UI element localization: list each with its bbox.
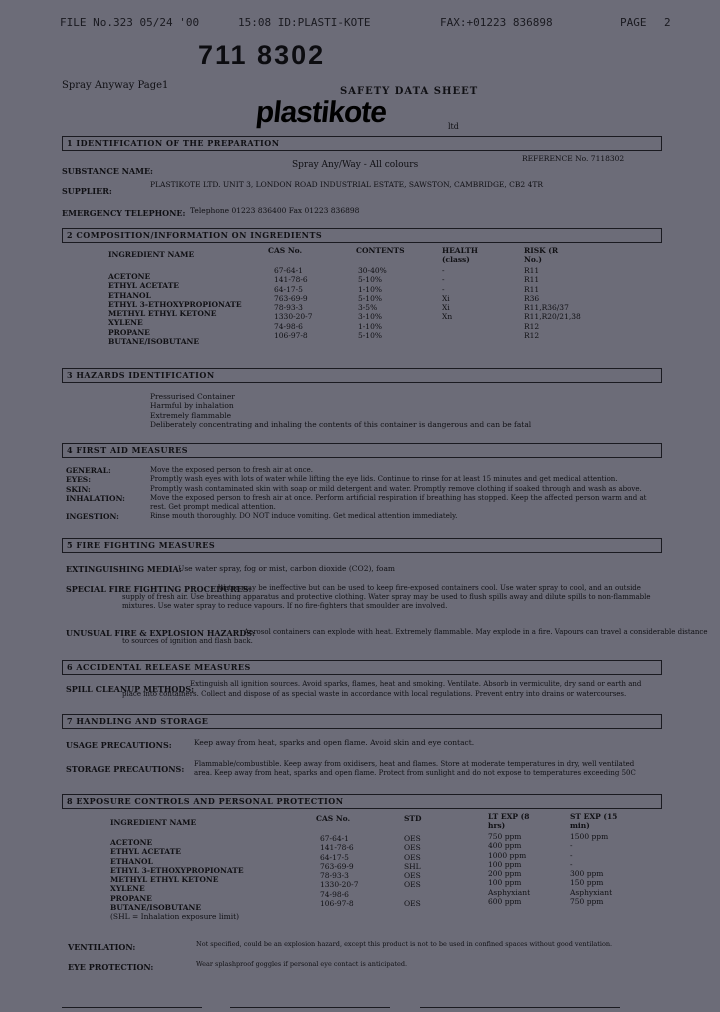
section-2-header: 2 COMPOSITION/INFORMATION ON INGREDIENTS [62,228,662,243]
table-cell: Xi [442,303,450,313]
first-aid-text: Move the exposed person to fresh air at once. [150,466,313,474]
spill-cleanup-text [190,680,641,689]
text-line: Aerosol containers can explode with heat. Extremely flammable. May explode in a fire. Vapours can travel a considerable distance [244,628,708,636]
first-aid-text: Promptly wash contaminated skin with soap or mild detergent and water. Promptly remove clothing if soaked through and wash as above. [150,484,642,493]
table-cell: R11 [524,266,540,275]
first-aid-label: GENERAL: [66,466,111,475]
composition-contents [358,266,387,340]
table-cell [442,322,452,331]
table-cell: 1-10% [358,284,382,294]
composition-cas [274,266,312,340]
fax-file-info: FILE No.323 05/24 '00 [60,16,200,29]
special-procedures-text-cont [122,593,651,612]
eye-protection-value: Wear splashproof goggles if personal eye contact is anticipated. [196,960,408,968]
ventilation-value: Not specified, could be an explosion hazard, except this product is not to be used in confined spaces without good ventilation. [196,940,613,948]
table-row: BUTANE/ISOBUTANE [108,337,200,347]
table-row: XYLENE [110,884,145,894]
table-cell: 106-97-8 [320,899,354,909]
table-cell: Asphyxiant [488,887,531,897]
table-cell: 1000 ppm [488,850,527,860]
special-procedures-text [218,584,641,593]
table-cell: R12 [524,331,540,341]
extinguishing-media-value: Use water spray, fog or mist, carbon dioxide (CO2), foam [178,564,396,573]
section-5-header: 5 FIRE FIGHTING MEASURES [62,538,662,553]
table-cell: SHL [404,861,421,871]
table-cell: R11,R36/37 [524,303,569,313]
table-cell: 100 ppm [488,878,522,888]
table-cell: 1-10% [358,321,382,331]
exposure-st-header: ST EXP (15 min) [570,812,618,830]
table-cell: 5-10% [358,293,382,303]
table-cell: OES [404,871,421,881]
first-aid-text: Rinse mouth thoroughly. DO NOT induce vomiting. Get medical attention immediately. [150,512,458,521]
usage-precautions-value: Keep away from heat, sparks and open flame. Avoid skin and eye contact. [194,738,475,747]
table-cell: 5-10% [358,331,382,341]
table-row: ETHYL 3-ETHOXYPROPIONATE [108,299,242,309]
table-cell: 141-78-6 [320,843,354,853]
exposure-cas-header: CAS No. [316,814,351,823]
list-item: Extremely flammable [150,410,232,420]
section-3-header: 3 HAZARDS IDENTIFICATION [62,368,662,383]
table-row: ACETONE [110,838,153,847]
table-row: ETHYL 3-ETHOXYPROPIONATE [110,865,244,875]
table-row: XYLENE [108,318,143,328]
table-cell: OES [404,899,421,909]
table-row: ETHYL ACETATE [108,281,180,291]
table-cell: 750 ppm [488,832,522,841]
special-procedures-label: SPECIAL FIRE FIGHTING PROCEDURES: [66,584,252,594]
list-item: Pressurised Container [150,392,235,401]
emergency-telephone-label: EMERGENCY TELEPHONE: [62,208,186,218]
text-line: to sources of ignition and flash back. [122,637,253,645]
health-header: HEALTH (class) [442,246,478,264]
exposure-cas [320,834,358,908]
table-cell: Xn [442,312,453,322]
table-cell: 1330-20-7 [274,312,313,322]
first-aid-label: EYES: [66,475,91,485]
storage-precautions-text [194,760,636,779]
table-row: ETHANOL [108,290,151,300]
table-cell: 74-98-6 [320,889,349,899]
table-cell: 763-69-9 [274,293,308,303]
table-cell: 64-17-5 [320,852,349,862]
table-cell: 64-17-5 [274,284,303,294]
spill-cleanup-text-cont [122,690,626,699]
table-cell: - [442,284,445,294]
brand-logo: plastikote [254,96,388,129]
footer-rule-right [420,1007,620,1008]
supplier-label: SUPPLIER: [62,186,112,196]
cas-header: CAS No. [268,246,303,255]
reference-number: REFERENCE No. 7118302 [522,154,625,163]
table-cell: Asphyxiant [570,887,613,897]
usage-precautions-label: USAGE PRECAUTIONS: [66,740,172,750]
table-cell: - [570,859,573,869]
table-cell: 400 ppm [488,841,522,851]
table-row: PROPANE [108,327,150,337]
text-line: mixtures. Use water spray to reduce vapours. If no fire-fighters that smoulder are involved. [122,602,448,611]
list-item: Harmful by inhalation [150,401,234,411]
section-1-header: 1 IDENTIFICATION OF THE PREPARATION [62,136,662,151]
ingredient-name-header: INGREDIENT NAME [108,250,195,259]
table-row: BUTANE/ISOBUTANE [110,903,202,913]
substance-name-label: SUBSTANCE NAME: [62,166,154,176]
section-7-header: 7 HANDLING AND STORAGE [62,714,662,729]
fax-time-id: 15:08 ID:PLASTI-KOTE [238,16,371,29]
text-line: Extinguish all ignition sources. Avoid sparks, flames, heat and smoking. Ventilate. Absorb in vermiculite, dry sand or earth and [190,680,642,688]
table-row: PROPANE [110,893,152,903]
table-cell: R36 [524,293,540,303]
eye-protection-label: EYE PROTECTION: [68,962,154,972]
table-cell: 100 ppm [488,859,522,869]
table-cell: - [442,266,445,275]
table-cell: - [570,841,573,851]
table-cell [442,331,452,340]
supplier-value: PLASTIKOTE LTD. UNIT 3, LONDON ROAD INDUSTRIAL ESTATE, SAWSTON, CAMBRIDGE, CB2 4TR [150,180,543,189]
table-cell: OES [404,834,421,843]
exposure-std-header: STD [404,814,422,823]
table-row: ACETONE [108,272,151,281]
unusual-hazards-text [244,628,707,637]
substance-name-value: Spray Any/Way - All colours [292,160,419,170]
section-8-header: 8 EXPOSURE CONTROLS AND PERSONAL PROTECTION [62,794,662,809]
unusual-hazards-text-cont [122,637,253,646]
unusual-hazards-label: UNUSUAL FIRE & EXPLOSION HAZARDS: [66,628,255,638]
risk-header: RISK (R No.) [524,246,559,264]
table-row: METHYL ETHYL KETONE [108,309,217,319]
table-cell: R11 [524,284,540,294]
composition-names [108,272,242,346]
sds-title: SAFETY DATA SHEET [340,86,479,97]
table-row: ETHYL ACETATE [110,847,182,857]
first-aid-label [66,503,125,512]
first-aid-text: Move the exposed person to fresh air at once. Perform artificial respiration if breathing has stopped. Keep the affected person warm and at [150,493,647,502]
footer-rule-left [62,1007,202,1008]
brand-suffix: ltd [448,122,459,131]
table-row: ETHANOL [110,856,153,866]
table-cell: 3-5% [358,303,378,313]
spill-cleanup-label: SPILL CLEANUP METHODS: [66,684,195,694]
table-cell: - [570,850,573,860]
section-4-header: 4 FIRST AID MEASURES [62,443,662,458]
fax-page-label: PAGE [620,16,647,29]
table-cell: OES [404,843,421,853]
exposure-lt-header: LT EXP (8 hrs) [488,812,530,830]
table-cell: 763-69-9 [320,861,354,871]
table-cell: 106-97-8 [274,331,308,341]
table-cell: 3-10% [358,312,382,322]
table-cell: 1500 ppm [570,832,609,841]
footer-rule-center [230,1007,390,1008]
first-aid-label: INHALATION: [66,493,125,503]
ventilation-label: VENTILATION: [68,942,136,952]
table-cell: 67-64-1 [320,834,349,843]
text-line: supply of fresh air. Use breathing apparatus and protective clothing. Water spray may be used to flush spills away and dilute spills to non-flammable [122,593,651,601]
table-cell: 750 ppm [570,897,604,907]
table-cell: 300 ppm [570,869,604,879]
text-line: place into containers. Collect and dispose of as special waste in accordance with local regulations. Prevent entry into drains or watercourses. [122,690,627,698]
first-aid-label: SKIN: [66,484,91,494]
storage-precautions-label: STORAGE PRECAUTIONS: [66,764,185,774]
exposure-std [404,834,421,908]
section-6-header: 6 ACCIDENTAL RELEASE MEASURES [62,660,662,675]
first-aid-text: rest. Get prompt medical attention. [150,503,276,512]
document-left-title: Spray Anyway Page1 [62,80,169,91]
table-cell: 200 ppm [488,869,522,879]
table-cell: R11 [524,275,540,285]
table-row: (SHL = Inhalation exposure limit) [110,912,240,922]
composition-risk [524,266,581,340]
table-cell: 74-98-6 [274,321,303,331]
fax-number: FAX:+01223 836898 [440,16,553,29]
table-cell [404,890,421,899]
fax-header [60,16,680,32]
exposure-names [110,838,244,922]
table-row: METHYL ETHYL KETONE [110,875,219,885]
list-item: Deliberately concentrating and inhaling the contents of this container is dangerous and can be fatal [150,419,532,429]
first-aid-values [150,466,646,522]
table-cell: 600 ppm [488,897,522,907]
table-cell: R12 [524,321,540,331]
first-aid-text: Promptly wash eyes with lots of water while lifting the eye lids. Continue to rinse for at least 15 minutes and get medical attention. [150,475,618,484]
product-number: 711 8302 [198,40,326,70]
fax-page-number: 2 [664,16,671,29]
text-line: Flammable/combustible. Keep away from oxidisers, heat and flames. Store at moderate temperatures in dry, well ventilated [194,760,635,768]
table-cell: 67-64-1 [274,266,303,275]
table-cell: Xi [442,293,450,303]
extinguishing-media-label: EXTINGUISHING MEDIA: [66,564,182,574]
table-cell: OES [404,880,421,890]
first-aid-labels [66,466,125,522]
first-aid-label: INGESTION: [66,512,119,522]
table-cell: OES [404,852,421,862]
table-cell: 30-40% [358,266,387,275]
contents-header: CONTENTS [356,246,405,255]
text-line: Water may be ineffective but can be used to keep fire-exposed containers cool. Use water spray to cool, and an outside [218,584,641,592]
table-cell: 5-10% [358,275,382,285]
table-cell: R11,R20/21,38 [524,312,581,322]
table-cell: 141-78-6 [274,275,308,285]
table-cell: - [442,275,445,285]
text-line: area. Keep away from heat, sparks and open flame. Protect from sunlight and do not expose to temperatures exceeding 50C [194,769,636,778]
composition-health [442,266,452,340]
hazards-list [150,392,531,429]
exposure-lt [488,832,530,906]
exposure-st [570,832,612,906]
table-cell: 150 ppm [570,878,604,888]
table-cell: 78-93-3 [274,303,303,313]
table-cell: 1330-20-7 [320,880,359,890]
table-cell: 78-93-3 [320,871,349,881]
emergency-telephone-value: Telephone 01223 836400 Fax 01223 836898 [190,206,360,215]
exposure-ingredient-header: INGREDIENT NAME [110,818,197,827]
